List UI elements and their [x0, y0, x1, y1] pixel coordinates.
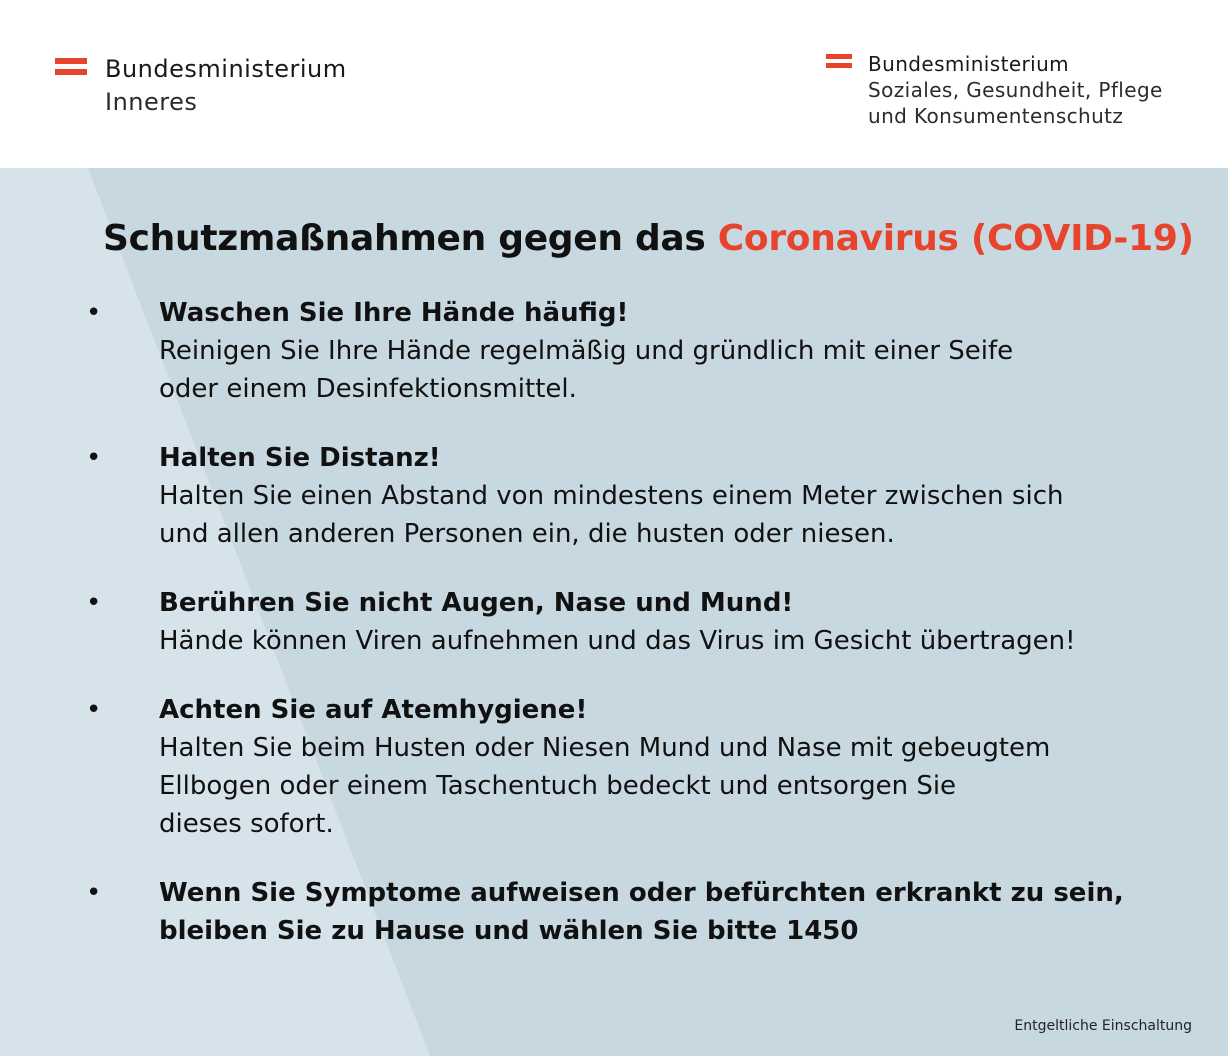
- bullet: •: [86, 878, 102, 908]
- content-panel: [0, 168, 1228, 1056]
- item-text: dieses sofort.: [159, 809, 334, 839]
- title-main: Schutzmaßnahmen gegen das: [103, 218, 718, 259]
- item-text: Ellbogen oder einem Taschentuch bedeckt und entsorgen Sie: [159, 771, 957, 801]
- logo-left-line2: Inneres: [105, 88, 198, 117]
- item-heading: Waschen Sie Ihre Hände häufig!: [159, 298, 629, 328]
- item-text: Reinigen Sie Ihre Hände regelmäßig und gründlich mit einer Seife: [159, 336, 1014, 366]
- item-heading: Halten Sie Distanz!: [159, 443, 441, 473]
- list-item: [0, 439, 1228, 553]
- item-text: Halten Sie beim Husten oder Niesen Mund und Nase mit gebeugtem: [159, 733, 1051, 763]
- list-item: [0, 294, 1228, 408]
- header: [0, 0, 1228, 168]
- measures-list: [0, 294, 1228, 981]
- item-heading: Wenn Sie Symptome aufweisen oder befürchten erkrankt zu sein,: [159, 878, 1124, 908]
- item-text: Hände können Viren aufnehmen und das Virus im Gesicht übertragen!: [159, 626, 1076, 656]
- item-text: und allen anderen Personen ein, die husten oder niesen.: [159, 519, 895, 549]
- bullet: •: [86, 588, 102, 618]
- bullet: •: [86, 443, 102, 473]
- austria-flag-icon: [55, 58, 87, 75]
- item-heading-line2: bleiben Sie zu Hause und wählen Sie bitte 1450: [159, 916, 859, 946]
- logo-right-line2: Soziales, Gesundheit, Pflege: [868, 78, 1163, 102]
- logo-right-line1: Bundesministerium: [868, 52, 1070, 76]
- austria-flag-icon: [826, 54, 852, 68]
- item-heading: Achten Sie auf Atemhygiene!: [159, 695, 588, 725]
- bullet: •: [86, 298, 102, 328]
- item-text: oder einem Desinfektionsmittel.: [159, 374, 577, 404]
- list-item: [0, 691, 1228, 843]
- list-item: [0, 584, 1228, 660]
- logo-right-line3: und Konsumentenschutz: [868, 104, 1124, 128]
- logo-left-line1: Bundesministerium: [105, 55, 347, 83]
- item-text: Halten Sie einen Abstand von mindestens einem Meter zwischen sich: [159, 481, 1064, 511]
- page-title: [103, 218, 1194, 259]
- paid-advertisement-note: Entgeltliche Einschaltung: [1014, 1018, 1192, 1034]
- item-heading: Berühren Sie nicht Augen, Nase und Mund!: [159, 588, 794, 618]
- list-item: [0, 874, 1228, 950]
- ministry-health-logo: [826, 51, 1163, 129]
- ministry-interior-logo: [55, 54, 347, 118]
- title-accent: Coronavirus (COVID-19): [717, 218, 1194, 259]
- bullet: •: [86, 695, 102, 725]
